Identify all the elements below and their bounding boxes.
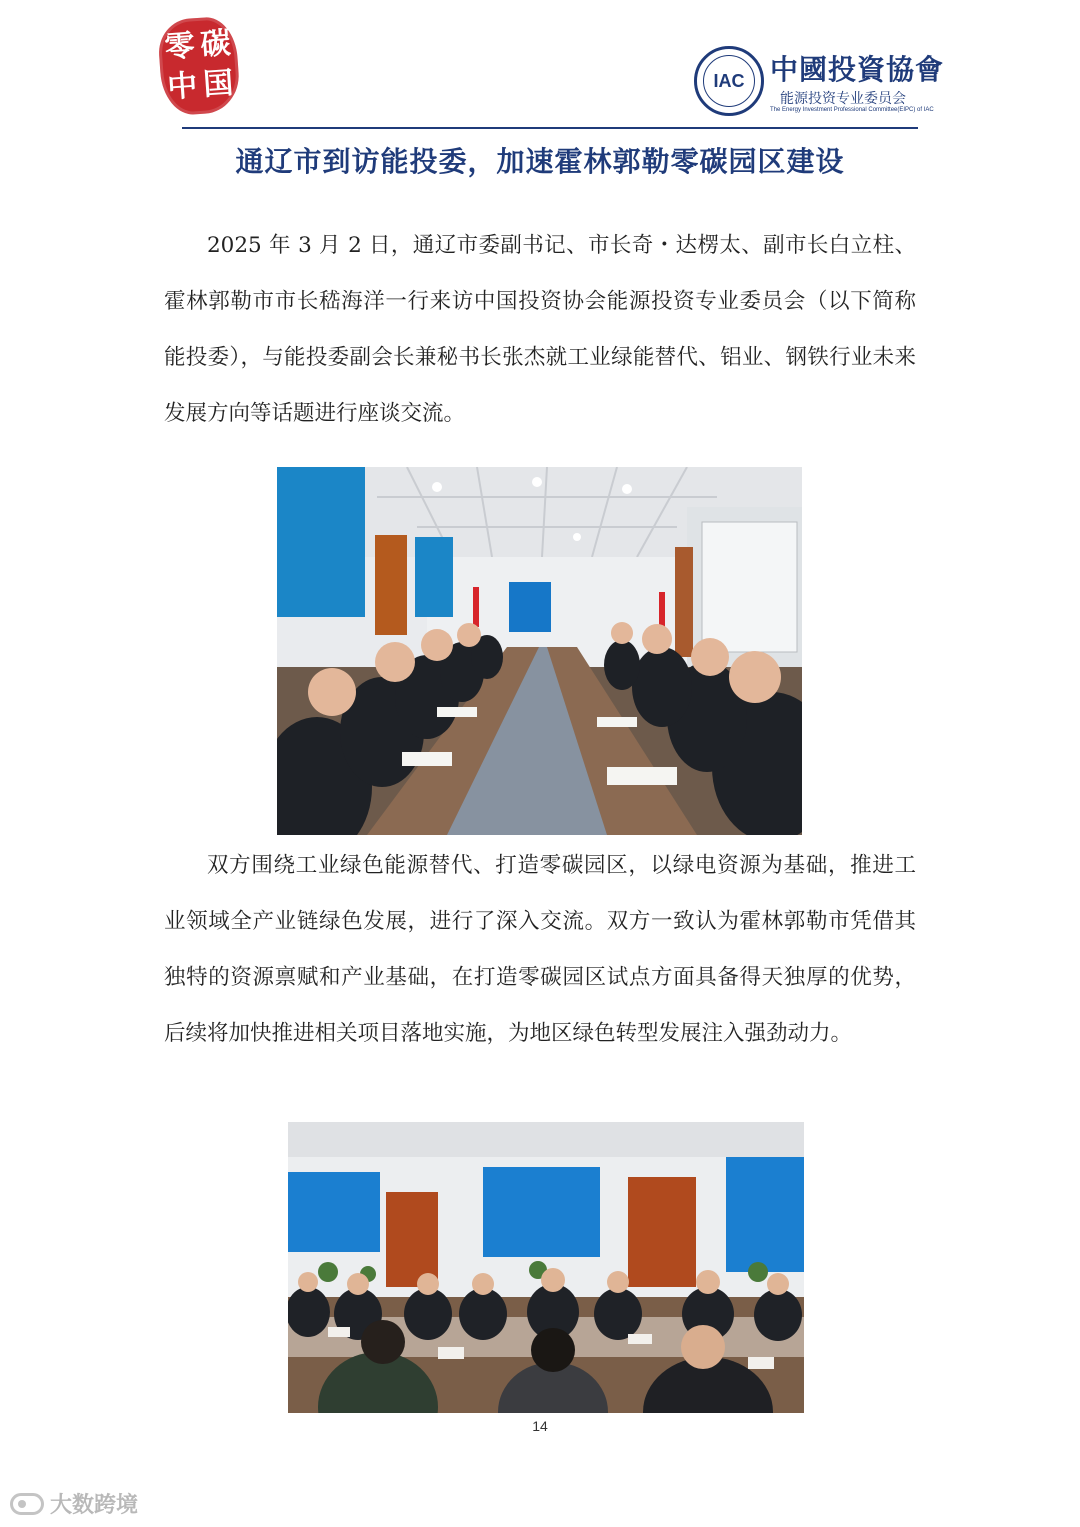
- watermark-logo-icon: [10, 1493, 44, 1515]
- seal-char: 碳: [199, 25, 232, 63]
- seal-char: 零: [163, 28, 196, 66]
- organization-subtitle: 能源投资专业委员会: [780, 90, 906, 106]
- meeting-photo-2: [288, 1122, 804, 1413]
- watermark-text: 大数跨境: [50, 1493, 139, 1518]
- watermark: [10, 1488, 138, 1519]
- meeting-photo-1: [277, 467, 802, 835]
- body-paragraph-2: 双方围绕工业绿色能源替代、打造零碳园区，以绿电资源为基础，推进工业领域全产业链绿色发展，进行了深入交流。双方一致认为霍林郭勒市凭借其独特的资源禀赋和产业基础，在打造零碳园区试点方面具备得天独厚的优势，后续将加快推进相关项目落地实施，为地区绿色转型发展注入强劲动力。: [164, 853, 916, 1046]
- article-title: 通辽市到访能投委，加速霍林郭勒零碳园区建设: [235, 145, 845, 178]
- iac-badge-text: IAC: [713, 70, 745, 91]
- iac-badge-logo: [694, 46, 764, 116]
- seal-char: 国: [202, 65, 235, 103]
- zero-carbon-china-seal-logo: [157, 15, 242, 116]
- organization-name: 中國投資協會: [770, 53, 945, 86]
- header-divider: [182, 127, 918, 129]
- page-number: 14: [532, 1418, 548, 1434]
- seal-char: 中: [166, 68, 199, 106]
- organization-english-name: The Energy Investment Professional Committee(EIPC) of IAC: [770, 107, 934, 113]
- body-paragraph-1: 2025 年 3 月 2 日，通辽市委副书记、市长奇・达楞太、副市长白立柱、霍林郭勒市市长嵇海洋一行来访中国投资协会能源投资专业委员会（以下简称能投委），与能投委副会长兼秘书长张杰就工业绿能替代、铝业、钢铁行业未来发展方向等话题进行座谈交流。: [164, 233, 916, 426]
